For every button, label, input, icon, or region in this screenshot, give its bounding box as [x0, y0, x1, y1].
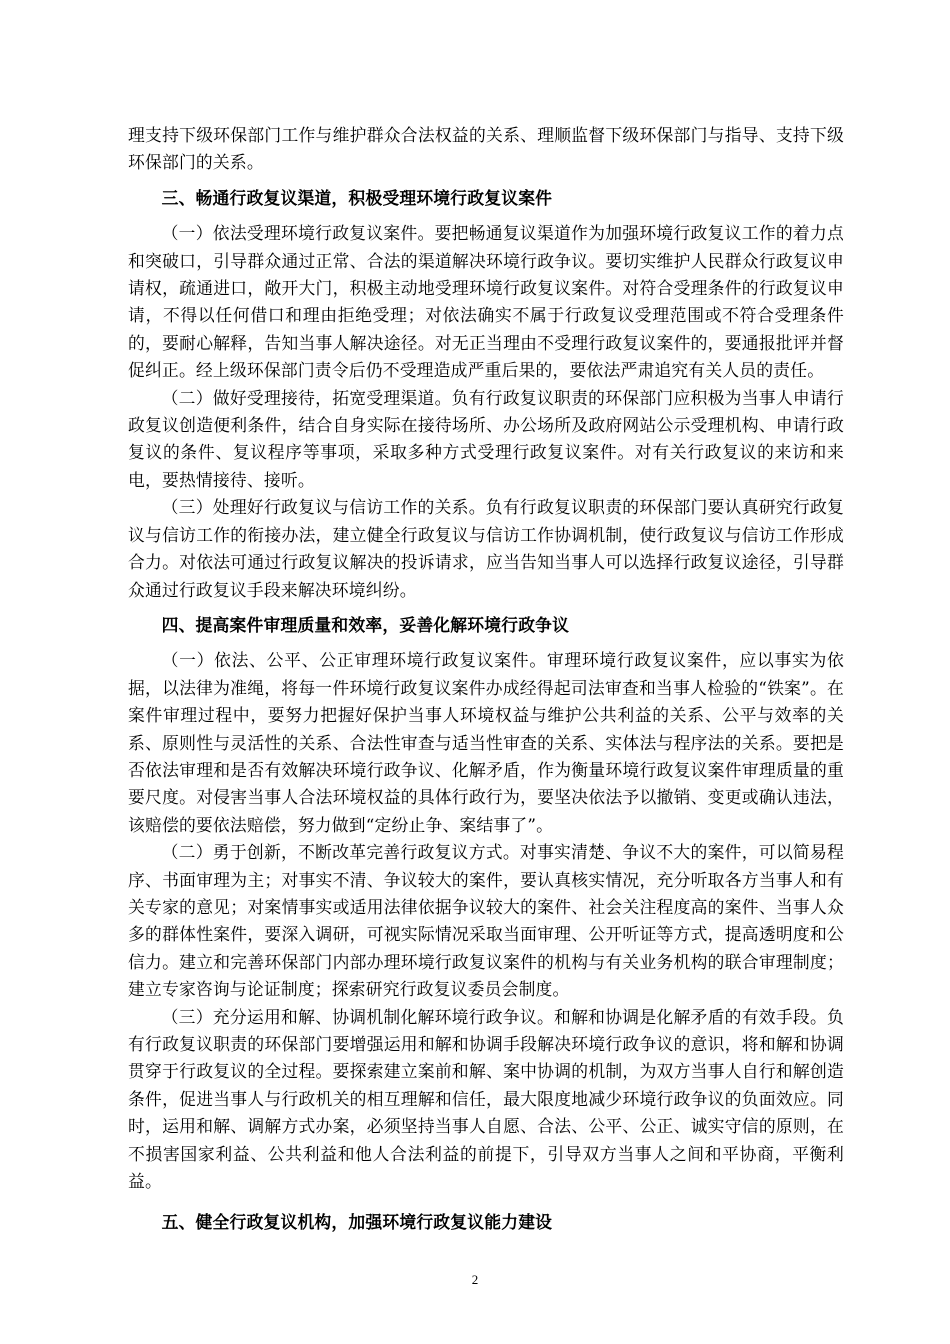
- paragraph-3-1: （一）依法受理环境行政复议案件。要把畅通复议渠道作为加强环境行政复议工作的着力点和突破口，引导群众通过正常、合法的渠道解决环境行政争议。要切实维护人民群众行政复议申请权，疏通进口，敞开大门，积极主动地受理环境行政复议案件。对符合受理条件的行政复议申请，不得以任何借口和理由拒绝受理；对依法确实不属于行政复议受理范围或不符合受理条件的，要耐心解释，告知当事人解决途径。对无正当理由不受理行政复议案件的，要通报批评并督促纠正。经上级环保部门责令后仍不受理造成严重后果的，要依法严肃追究有关人员的责任。: [128, 223, 844, 381]
- section-heading-3: 三、畅通行政复议渠道，积极受理环境行政复议案件: [161, 187, 553, 208]
- paragraph-4-2: （二）勇于创新，不断改革完善行政复议方式。对事实清楚、争议不大的案件，可以简易程序、书面审理为主；对事实不清、争议较大的案件，要认真核实情况，充分听取各方当事人和有关专家的意见；对案情事实或适用法律依据争议较大的案件、社会关注程度高的案件、当事人众多的群体性案件，要深入调研，可视实际情况采取当面审理、公开听证等方式，提高透明度和公信力。建立和完善环保部门内部办理环境行政复议案件的机构与有关业务机构的联合审理制度；建立专家咨询与论证制度；探索研究行政复议委员会制度。: [128, 842, 844, 1000]
- document-body: [128, 122, 844, 1245]
- section-heading-5: 五、健全行政复议机构，加强环境行政复议能力建设: [161, 1212, 553, 1233]
- paragraph-3-3: （三）处理好行政复议与信访工作的关系。负有行政复议职责的环保部门要认真研究行政复议与信访工作的衔接办法，建立健全行政复议与信访工作协调机制，使行政复议与信访工作形成合力。对依法可通过行政复议解决的投诉请求，应当告知当事人可以选择行政复议途径，引导群众通过行政复议手段来解决环境纠纷。: [128, 497, 844, 600]
- paragraph-3-2: （二）做好受理接待，拓宽受理渠道。负有行政复议职责的环保部门应积极为当事人申请行政复议创造便利条件，结合自身实际在接待场所、办公场所及政府网站公示受理机构、申请行政复议的条件、复议程序等事项，采取多种方式受理行政复议案件。对有关行政复议的来访和来电，要热情接待、接听。: [128, 387, 844, 490]
- section-heading-4: 四、提高案件审理质量和效率，妥善化解环境行政争议: [161, 614, 570, 635]
- paragraph-4-1: （一）依法、公平、公正审理环境行政复议案件。审理环境行政复议案件，应以事实为依据，以法律为准绳，将每一件环境行政复议案件办成经得起司法审查和当事人检验的“铁案”。在案件审理过程中，要努力把握好保护当事人环境权益与维护公共利益的关系、公平与效率的关系、原则性与灵活性的关系、合法性审查与适当性审查的关系、实体法与程序法的关系。要把是否依法审理和是否有效解决环境行政争议、化解矛盾，作为衡量环境行政复议案件审理质量的重要尺度。对侵害当事人合法环境权益的具体行政行为，要坚决依法予以撤销、变更或确认违法，该赔偿的要依法赔偿，努力做到“定纷止争、案结事了”。: [128, 650, 844, 835]
- paragraph-4-3: （三）充分运用和解、协调机制化解环境行政争议。和解和协调是化解矛盾的有效手段。负有行政复议职责的环保部门要增强运用和解和协调手段解决环境行政争议的意识，将和解和协调贯穿于行政复议的全过程。要探索建立案前和解、案中协调的机制，为双方当事人自行和解创造条件，促进当事人与行政机关的相互理解和信任，最大限度地减少环境行政争议的负面效应。同时，运用和解、调解方式办案，必须坚持当事人自愿、合法、公平、公正、诚实守信的原则，在不损害国家利益、公共利益和他人合法利益的前提下，引导双方当事人之间和平协商，平衡利益。: [128, 1006, 844, 1192]
- paragraph-continued: 理支持下级环保部门工作与维护群众合法权益的关系、理顺监督下级环保部门与指导、支持下级环保部门的关系。: [128, 125, 844, 173]
- page-number: 2: [471, 1272, 479, 1287]
